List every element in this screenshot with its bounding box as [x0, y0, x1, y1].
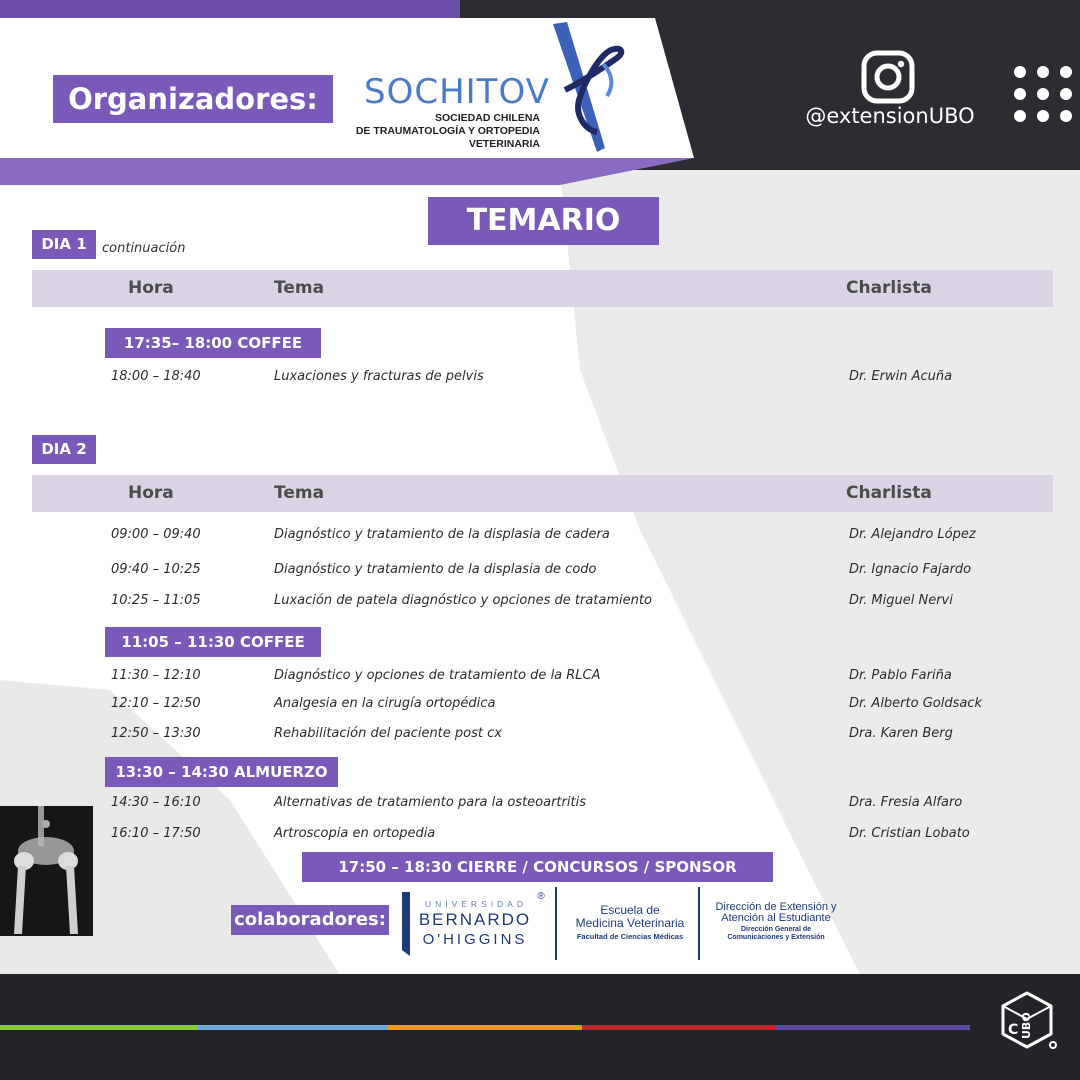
escuela-line1: Escuela de: [600, 903, 660, 917]
escuela-line2: Medicina Veterinaria: [575, 916, 685, 930]
row-tema: Alternativas de tratamiento para la osteoartritis: [274, 795, 586, 810]
direccion-line3: Dirección General de: [740, 926, 812, 933]
table-row: [0, 527, 1080, 547]
row-tema: Rehabilitación del paciente post cx: [274, 726, 502, 741]
table-row: [0, 593, 1080, 613]
color-bar-red: [582, 1025, 776, 1030]
row-hora: 18:00 – 18:40: [111, 369, 201, 384]
header-accent-strip: [0, 0, 460, 18]
column-charlista: Charlista: [846, 278, 932, 298]
day2-table-header: [32, 475, 1053, 512]
ubo-universidad: UNIVERSIDAD: [424, 899, 528, 909]
direccion-line1: Dirección de Extensión y: [715, 901, 837, 913]
column-charlista: Charlista: [846, 483, 932, 503]
day1-coffee-break: 17:35– 18:00 COFFEE: [105, 328, 321, 358]
direccion-line2: Atención al Estudiante: [721, 912, 831, 924]
xray-image: [0, 806, 93, 936]
ubo-icon-text: UBO: [1020, 1012, 1033, 1039]
column-hora: Hora: [128, 278, 174, 298]
day1-badge: DIA 1: [32, 230, 96, 259]
color-bar-blue: [198, 1025, 388, 1030]
row-hora: 16:10 – 17:50: [111, 826, 201, 841]
row-charlista: Dr. Miguel Nervi: [849, 593, 953, 608]
table-row: [0, 795, 1080, 815]
table-row: [0, 726, 1080, 746]
row-charlista: Dr. Alberto Goldsack: [849, 696, 983, 711]
color-bar-green: [0, 1025, 198, 1030]
direccion-line4: Comunicaciones y Extensión: [727, 934, 825, 941]
ubo-registered: ®: [537, 891, 545, 902]
ubo-bernardo: BERNARDO: [418, 910, 532, 929]
ubo-crest-bar-icon: [401, 892, 411, 956]
row-hora: 09:40 – 10:25: [111, 562, 201, 577]
page-title: TEMARIO: [428, 197, 659, 245]
sochitov-subtitle-1: SOCIEDAD CHILENA: [434, 112, 540, 124]
instagram-handle[interactable]: @extensionUBO: [805, 104, 975, 128]
instagram-icon[interactable]: [861, 50, 915, 104]
column-tema: Tema: [274, 278, 325, 298]
day2-lunch-break: 13:30 – 14:30 ALMUERZO: [105, 757, 338, 787]
row-tema: Diagnóstico y tratamiento de la displasia de codo: [274, 562, 597, 577]
day1-table-header: [32, 270, 1053, 307]
color-bar-orange: [388, 1025, 582, 1030]
table-row: [0, 696, 1080, 716]
dots-grid-icon: [1012, 64, 1074, 124]
row-hora: 10:25 – 11:05: [111, 593, 201, 608]
row-charlista: Dr. Cristian Lobato: [849, 826, 970, 841]
row-tema: Analgesia en la cirugía ortopédica: [274, 696, 496, 711]
row-tema: Luxaciones y fracturas de pelvis: [274, 369, 484, 384]
column-hora: Hora: [128, 483, 174, 503]
row-charlista: Dr. Pablo Fariña: [849, 668, 952, 683]
ubo-ohiggins: O'HIGGINS: [422, 931, 528, 948]
row-charlista: Dra. Karen Berg: [849, 726, 953, 741]
color-bar-purple: [776, 1025, 970, 1030]
table-row: [0, 826, 1080, 846]
row-hora: 09:00 – 09:40: [111, 527, 201, 542]
table-row: [0, 562, 1080, 582]
row-tema: Luxación de patela diagnóstico y opciones de tratamiento: [274, 593, 652, 608]
day2-coffee-break: 11:05 – 11:30 COFFEE: [105, 627, 321, 657]
closing-banner: 17:50 – 18:30 CIERRE / CONCURSOS / SPONSOR: [302, 852, 773, 882]
row-hora: 14:30 – 16:10: [111, 795, 201, 810]
collaborators-label: colaboradores:: [231, 905, 389, 935]
sochitov-emblem-icon: [545, 20, 630, 155]
divider: [698, 887, 700, 960]
day1-note: continuación: [102, 241, 186, 256]
row-charlista: Dr. Erwin Acuña: [849, 369, 953, 384]
row-tema: Artroscopia en ortopedia: [274, 826, 436, 841]
row-charlista: Dr. Ignacio Fajardo: [849, 562, 972, 577]
column-tema: Tema: [274, 483, 325, 503]
escuela-line3: Facultad de Ciencias Médicas: [576, 932, 684, 941]
day2-badge: DIA 2: [32, 435, 96, 464]
organizers-label: Organizadores:: [53, 75, 333, 123]
sochitov-logo-text: SOCHITOV: [364, 72, 550, 112]
row-hora: 12:50 – 13:30: [111, 726, 201, 741]
table-row: [0, 369, 1080, 389]
row-tema: Diagnóstico y tratamiento de la displasia de cadera: [274, 527, 610, 542]
table-row: [0, 668, 1080, 688]
ubo-icon-c: C: [1008, 1022, 1019, 1038]
sochitov-subtitle-3: VETERINARIA: [468, 138, 540, 150]
row-hora: 12:10 – 12:50: [111, 696, 201, 711]
row-charlista: Dra. Fresia Alfaro: [849, 795, 963, 810]
row-tema: Diagnóstico y opciones de tratamiento de la RLCA: [274, 668, 601, 683]
ubo-logo-icon: [996, 990, 1058, 1052]
divider: [555, 887, 557, 960]
row-charlista: Dr. Alejandro López: [849, 527, 976, 542]
row-hora: 11:30 – 12:10: [111, 668, 201, 683]
sochitov-subtitle-2: DE TRAUMATOLOGÍA Y ORTOPEDIA: [355, 125, 540, 137]
